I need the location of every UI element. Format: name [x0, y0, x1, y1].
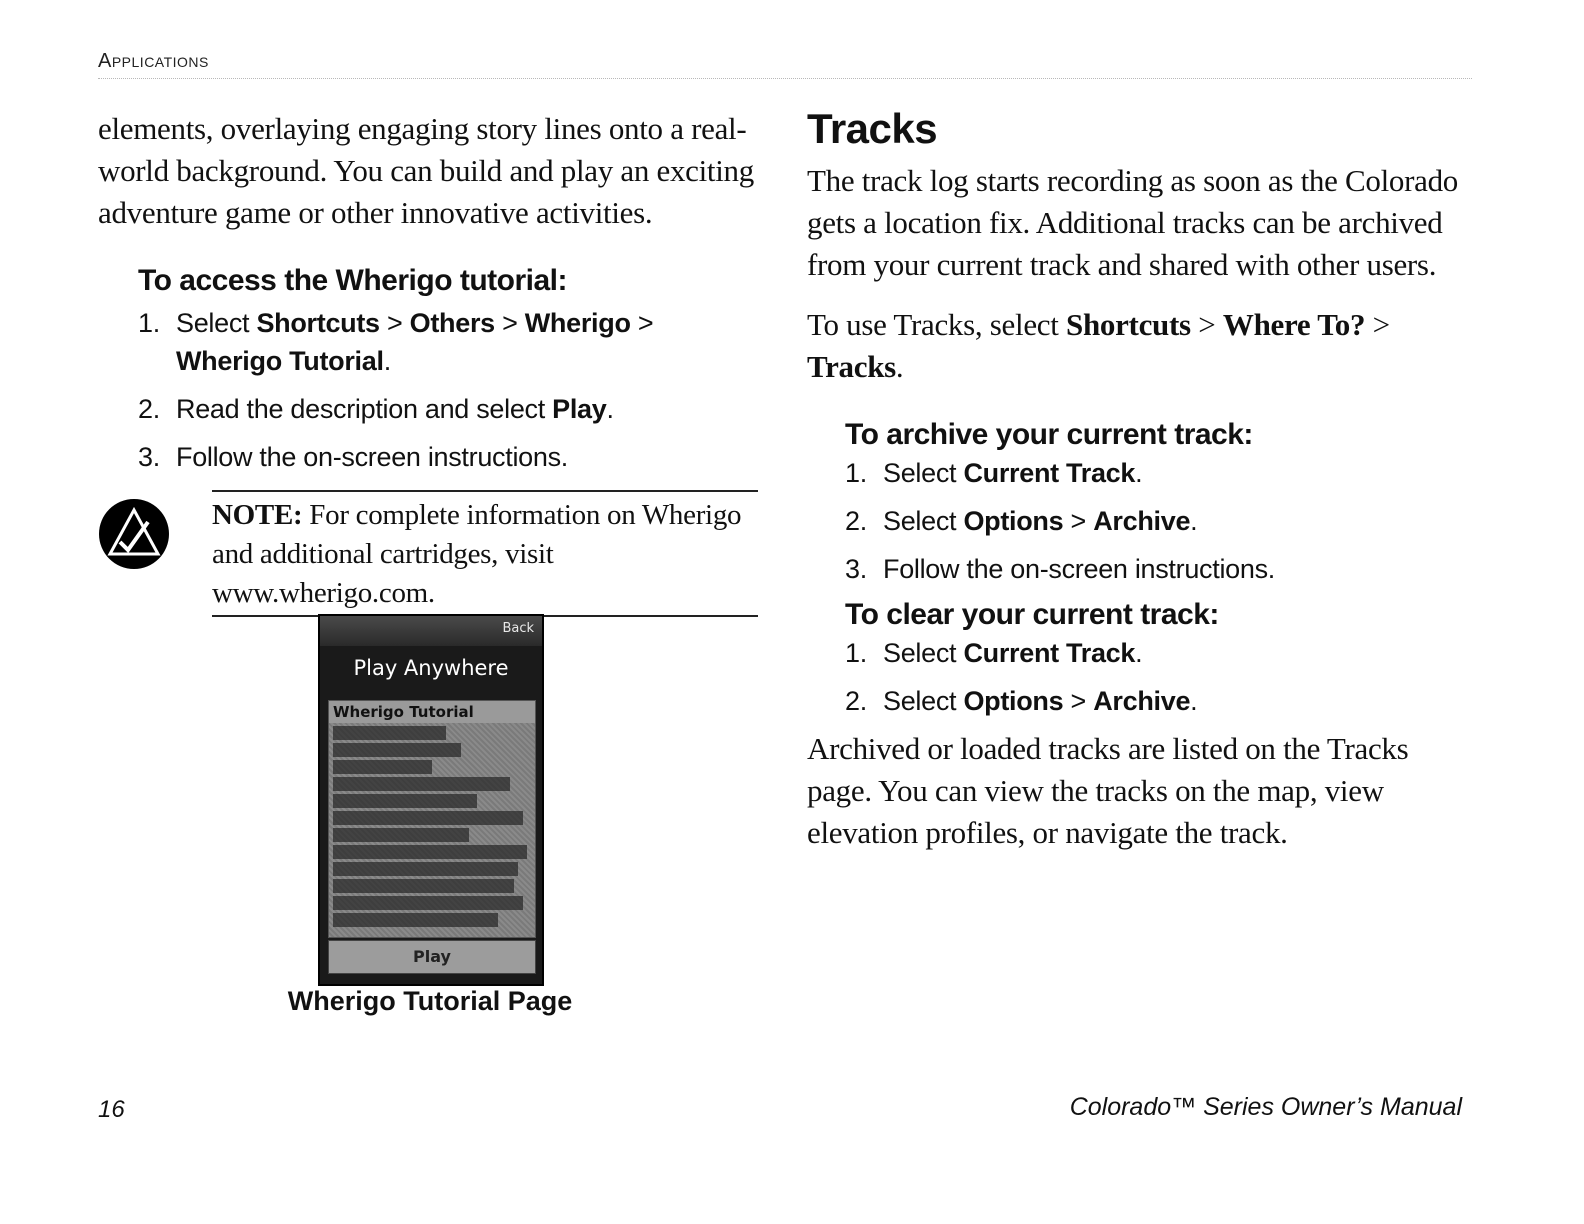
procedure-heading: To clear your current track: [845, 598, 1219, 631]
step-item: 2. Read the description and select Play. [138, 394, 614, 424]
device-topbar [320, 616, 542, 646]
device-screen-title: Wherigo Tutorial [329, 701, 535, 723]
section-label: Applications [98, 50, 209, 72]
procedure-heading: To access the Wherigo tutorial: [138, 264, 568, 297]
step-item: 3. Follow the on-screen instructions. [138, 442, 568, 472]
figure-caption: Wherigo Tutorial Page [287, 986, 573, 1016]
step-item: 1. Select Current Track. [845, 638, 1143, 668]
intro-paragraph: elements, overlaying engaging story lines onto a real-world background. You can build and play an exciting adventure game or other innovative activities. [98, 111, 754, 230]
step-item: 2. Select Options > Archive. [845, 506, 1198, 536]
back-button[interactable]: Back [502, 621, 534, 636]
archive-procedure [845, 418, 1477, 588]
device-title: Play Anywhere [353, 656, 509, 680]
step-item: 2. Select Options > Archive. [845, 686, 1198, 716]
note-callout [98, 490, 760, 609]
steps-list [845, 454, 1477, 588]
manual-title: Colorado™ Series Owner’s Manual [1069, 1093, 1462, 1121]
steps-list [845, 634, 1477, 720]
left-column [98, 108, 758, 486]
step-item: 1. Select Current Track. [845, 458, 1143, 488]
tracks-usage: To use Tracks, select Shortcuts > Where To? > Tracks. [807, 307, 1390, 384]
tracks-outro: Archived or loaded tracks are listed on the Tracks page. You can view the tracks on the map, view elevation profiles, or navigate the track. [807, 731, 1409, 850]
tracks-intro: The track log starts recording as soon as the Colorado gets a location fix. Additional tracks can be archived from your current track and shared with other users. [807, 163, 1458, 282]
steps-list [138, 304, 758, 476]
procedure-heading: To archive your current track: [845, 418, 1253, 451]
play-button[interactable]: Play [328, 940, 536, 974]
right-column [807, 104, 1477, 854]
section-title: Tracks [807, 105, 938, 152]
step-item: 1. Select Shortcuts > Others > Wherigo > Wherigo Tutorial. [138, 308, 654, 376]
step-item: 3. Follow the on-screen instructions. [845, 554, 1275, 584]
running-header [98, 46, 1472, 79]
device-screenshot [318, 614, 544, 986]
clear-procedure [845, 598, 1477, 720]
device-description-area [328, 700, 536, 938]
page-number: 16 [98, 1096, 125, 1123]
note-check-icon [98, 498, 170, 570]
wherigo-procedure [138, 264, 758, 476]
note-text: NOTE: For complete information on Wherigo and additional cartridges, visit www.wherigo.com. [212, 490, 758, 617]
